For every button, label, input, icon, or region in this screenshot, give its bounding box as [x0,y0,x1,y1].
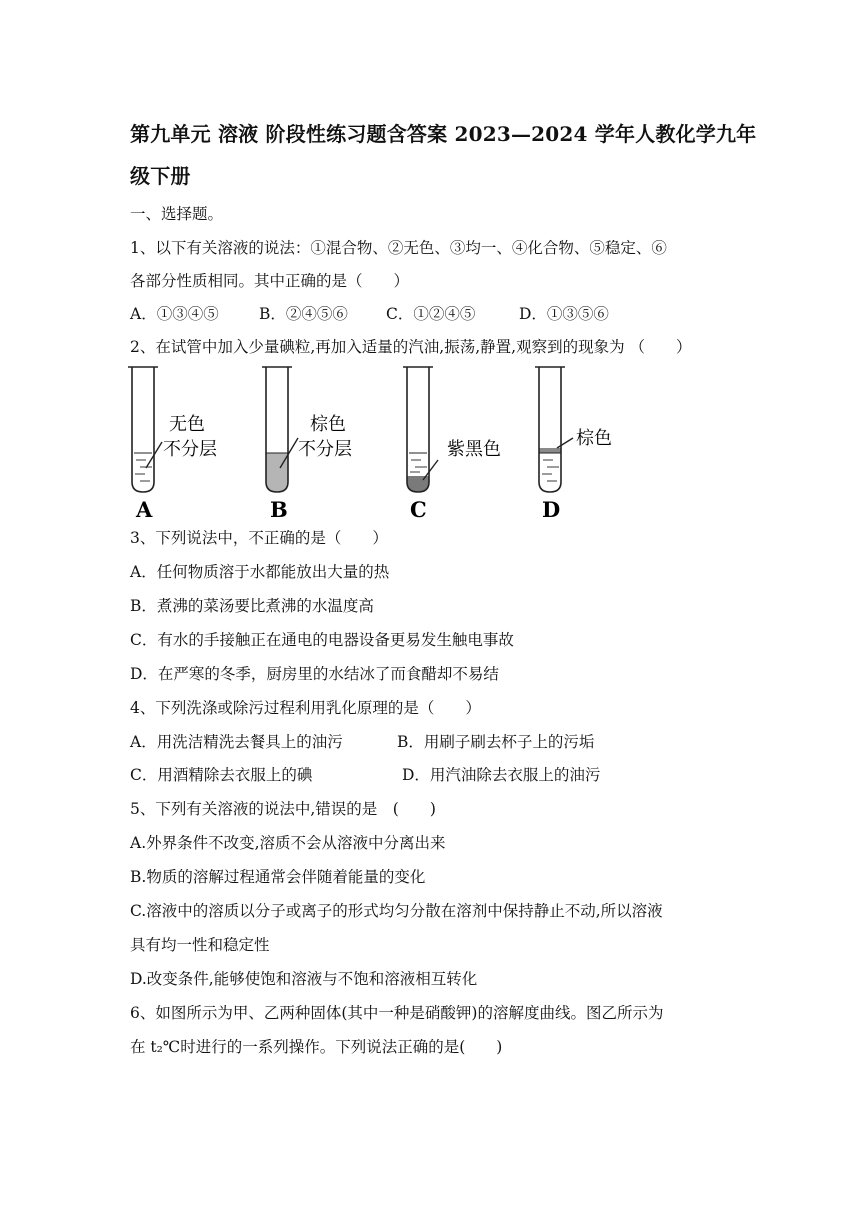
tube-b-label-2: 不分层 [298,439,352,460]
question-1-stem-line-2: 各部分性质相同。其中正确的是（ ） [130,272,410,290]
question-3-option-c: C．有水的手接触正在通电的电器设备更易发生触电事故 [130,631,514,649]
question-1-stem-line-1: 1、以下有关溶液的说法：①混合物、②无色、③均一、④化合物、⑤稳定、⑥ [130,239,667,257]
test-tube-b [262,367,352,522]
question-5-option-c-line-1: C.溶液中的溶质以分子或离子的形式均匀分散在溶剂中保持静止不动,所以溶液 [130,902,663,920]
title-line-2: 级下册 [130,164,191,188]
question-5-option-d: D.改变条件,能够使饱和溶液与不饱和溶液相互转化 [130,970,478,988]
tube-b-letter: B [270,497,288,522]
question-1-option-b: B．②④⑤⑥ [259,305,348,323]
tube-a-label-2: 不分层 [163,439,217,460]
question-5-option-a: A.外界条件不改变,溶质不会从溶液中分离出来 [130,834,446,852]
test-tube-d [535,367,612,522]
tube-c-label: 紫黑色 [447,439,501,460]
question-6-stem-line-2: 在 t₂℃时进行的一系列操作。下列说法正确的是( ) [130,1038,503,1056]
question-4-option-b: B．用刷子刷去杯子上的污垢 [397,733,595,751]
question-3-stem: 3、下列说法中，不正确的是（ ） [130,529,388,547]
question-4-stem: 4、下列洗涤或除污过程利用乳化原理的是（ ） [130,699,481,717]
question-5-option-b: B.物质的溶解过程通常会伴随着能量的变化 [130,868,426,886]
question-6-stem-line-1: 6、如图所示为甲、乙两种固体(其中一种是硝酸钾)的溶解度曲线。图乙所示为 [130,1004,664,1022]
test-tube-a [128,367,217,522]
question-4-option-c: C．用酒精除去衣服上的碘 [130,766,313,784]
test-tubes-figure [120,362,640,522]
tube-c-letter: C [410,497,427,522]
question-3-option-a: A．任何物质溶于水都能放出大量的热 [130,563,390,581]
question-1-option-c: C．①②④⑤ [386,305,476,323]
title-line-1: 第九单元 溶液 阶段性练习题含答案 2023—2024 学年人教化学九年 [130,122,757,146]
question-2-stem: 2、在试管中加入少量碘粒,再加入适量的汽油,振荡,静置,观察到的现象为 （ ） [130,338,692,356]
tube-b-label-1: 棕色 [310,414,346,435]
question-4-option-a: A．用洗洁精洗去餐具上的油污 [130,733,343,751]
question-5-stem: 5、下列有关溶液的说法中,错误的是 ( ) [130,800,436,818]
question-5-option-c-line-2: 具有均一性和稳定性 [130,936,270,954]
section-heading: 一、选择题。 [130,205,224,223]
tube-a-label-1: 无色 [169,414,205,435]
question-4-option-d: D．用汽油除去衣服上的油污 [402,766,601,784]
tube-a-letter: A [136,497,153,522]
test-tube-c [403,367,501,522]
question-3-option-d: D．在严寒的冬季，厨房里的水结冰了而食醋却不易结 [130,665,499,683]
question-1-option-d: D．①③⑤⑥ [519,305,609,323]
tube-d-label: 棕色 [576,428,612,449]
tube-d-letter: D [542,497,561,522]
question-1-option-a: A．①③④⑤ [130,305,219,323]
question-3-option-b: B．煮沸的菜汤要比煮沸的水温度高 [130,597,374,615]
